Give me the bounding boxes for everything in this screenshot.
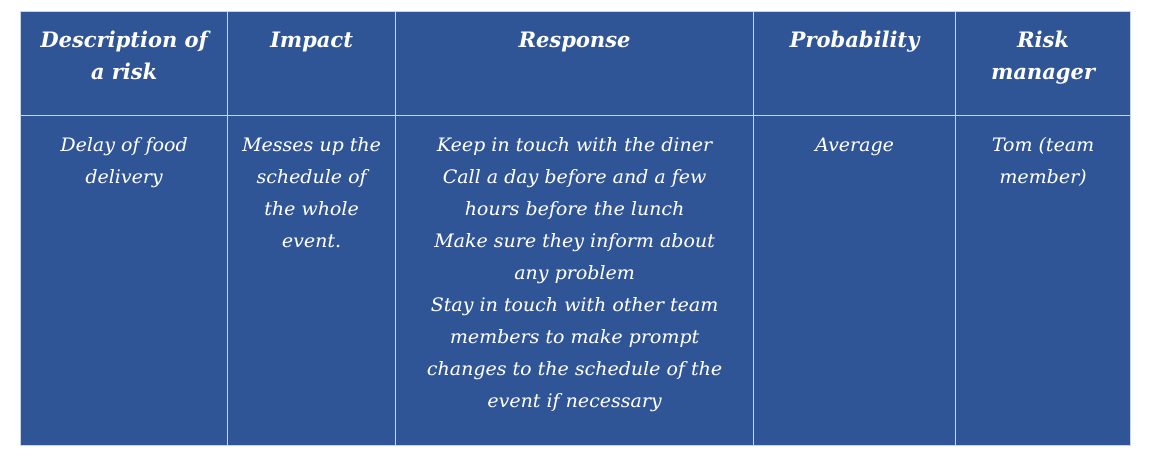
cell-probability [754, 116, 956, 446]
cell-risk-manager-line: Tom (team [991, 134, 1095, 156]
cell-response-line: event if necessary [487, 390, 662, 412]
header-impact-label: Impact [270, 27, 353, 52]
header-response-label: Response [518, 27, 631, 52]
cell-impact-line: Messes up the [242, 134, 381, 156]
header-probability [754, 12, 956, 116]
header-description [21, 12, 228, 116]
header-risk-manager-line: manager [991, 59, 1095, 84]
cell-response-line: Keep in touch with the diner [436, 134, 713, 156]
cell-response-line: any problem [514, 262, 635, 284]
cell-response-line: changes to the schedule of the [426, 358, 723, 380]
header-response [396, 12, 754, 116]
cell-impact-line: event. [281, 230, 342, 252]
cell-impact-line: the whole [264, 198, 359, 220]
header-risk-manager [956, 12, 1131, 116]
cell-risk-manager [956, 116, 1131, 446]
cell-description [21, 116, 228, 446]
cell-impact-line: schedule of [256, 166, 367, 188]
cell-response-line: Call a day before and a few [442, 166, 707, 188]
table-row [21, 116, 1131, 446]
cell-description-line: delivery [85, 166, 163, 188]
cell-response-line: hours before the lunch [464, 198, 685, 220]
header-impact [228, 12, 396, 116]
header-probability-label: Probability [789, 27, 920, 52]
header-description-line: Description of [40, 27, 208, 52]
cell-probability-value: Average [815, 134, 894, 156]
cell-response-line: Make sure they inform about [434, 230, 715, 252]
risk-table-container [20, 11, 1130, 446]
header-description-line: a risk [90, 59, 158, 84]
cell-response-line: members to make prompt [449, 326, 700, 348]
cell-description-line: Delay of food [60, 134, 188, 156]
cell-response [396, 116, 754, 446]
risk-table [20, 11, 1131, 446]
header-row [21, 12, 1131, 116]
cell-risk-manager-line: member) [999, 166, 1087, 188]
header-risk-manager-line: Risk [1017, 27, 1069, 52]
cell-response-line: Stay in touch with other team [430, 294, 719, 316]
cell-impact [228, 116, 396, 446]
